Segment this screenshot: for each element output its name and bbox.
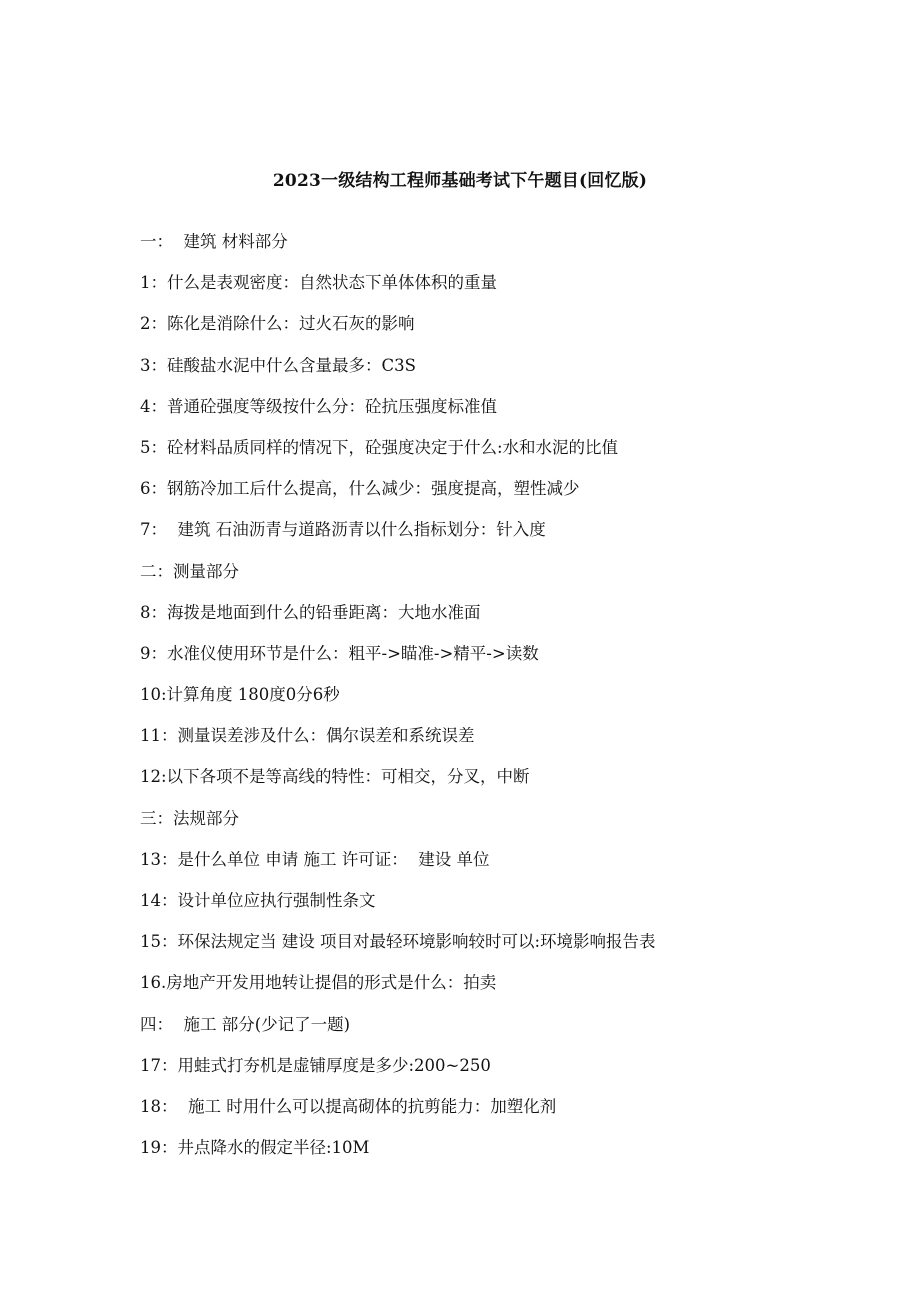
question-line: 18： 施工 时用什么可以提高砌体的抗剪能力：加塑化剂 [140,1096,557,1116]
question-line: 4：普通砼强度等级按什么分：砼抗压强度标准值 [140,396,497,416]
question-line: 11：测量误差涉及什么：偶尔误差和系统误差 [140,726,475,746]
question-line: 8：海拨是地面到什么的铅垂距离：大地水准面 [140,602,481,622]
question-line: 15：环保法规定当 建设 项目对最轻环境影响较时可以:环境影响报告表 [140,932,656,952]
question-line: 19：井点降水的假定半径:10M [140,1138,370,1158]
question-line: 14：设计单位应执行强制性条文 [140,891,376,910]
question-line: 3：硅酸盐水泥中什么含量最多：C3S [140,355,416,375]
question-line: 10:计算角度 180度0分6秒 [140,685,340,705]
section-heading-regulations: 三：法规部分 [140,808,239,828]
question-line: 9：水准仪使用环节是什么：粗平->瞄准->精平->读数 [140,643,539,663]
question-line: 17：用蛙式打夯机是虚铺厚度是多少:200~250 [140,1055,491,1075]
question-line: 1：什么是表观密度：自然状态下单体体积的重量 [140,273,497,293]
question-line: 5：砼材料品质同样的情况下，砼强度决定于什么:水和水泥的比值 [140,437,619,457]
section-heading-construction: 四： 施工 部分(少记了一题) [140,1014,351,1034]
document-body [140,230,860,1177]
section-heading-materials: 一： 建筑 材料部分 [140,232,288,251]
question-line: 16.房地产开发用地转让提倡的形式是什么：拍卖 [140,973,497,993]
document-title: 2023一级结构工程师基础考试下午题目(回忆版) [272,171,648,191]
question-line: 6：钢筋冷加工后什么提高，什么减少：强度提高，塑性减少 [140,479,580,499]
question-line: 2：陈化是消除什么：过火石灰的影响 [140,314,415,334]
section-heading-surveying: 二：测量部分 [140,561,239,581]
question-line: 13：是什么单位 申请 施工 许可证： 建设 单位 [140,849,490,869]
question-line: 12:以下各项不是等高线的特性：可相交，分叉，中断 [140,767,530,787]
question-line: 7： 建筑 石油沥青与道路沥青以什么指标划分：针入度 [140,520,546,540]
